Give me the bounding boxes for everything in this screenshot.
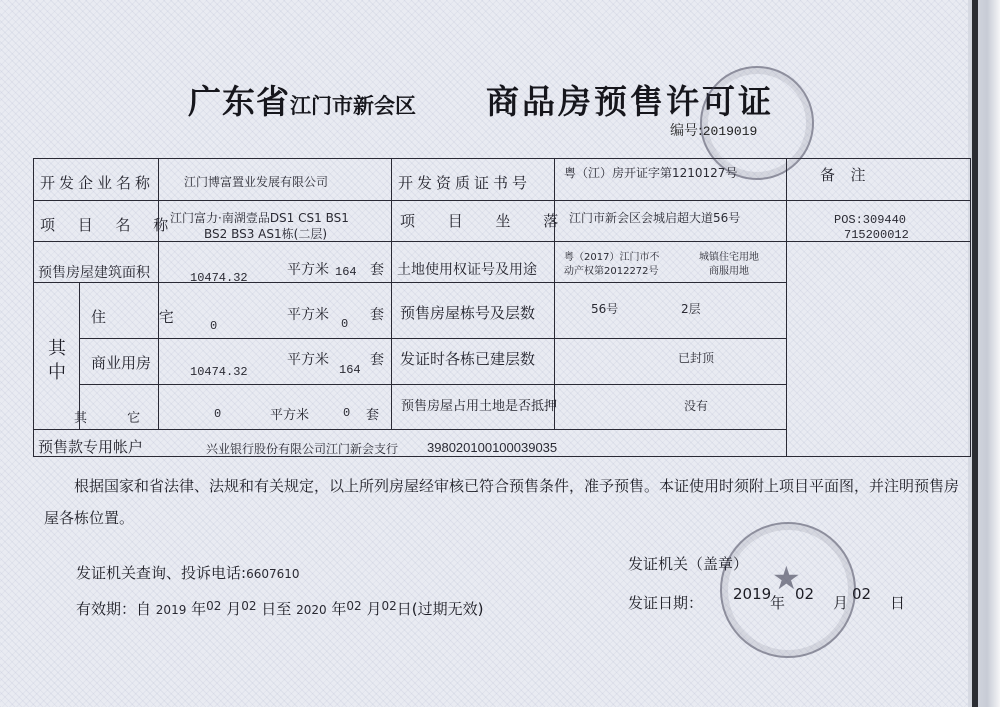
residential-unit: 平方米 xyxy=(287,307,329,323)
location-value: 江门市新会区会城启超大道56号 xyxy=(569,211,741,225)
commercial-area: 10474.32 xyxy=(190,365,248,379)
mortgage-label: 预售房屋占用土地是否抵押 xyxy=(401,399,558,414)
issue-month-char: 月 xyxy=(833,594,849,612)
other-unit: 平方米 xyxy=(270,408,310,423)
serial-label: 编号: xyxy=(670,123,703,139)
other-label: 其 它 xyxy=(74,411,159,426)
issue-month: 02 xyxy=(795,585,815,603)
valid-label: 有效期：自 xyxy=(76,600,152,618)
phone-value: 6607610 xyxy=(246,567,300,581)
issue-date-label: 发证日期： xyxy=(628,594,704,612)
valid-period xyxy=(76,598,484,619)
title-city-district: 江门市新会区 xyxy=(290,94,416,118)
land-cert-value-line1: 粤（2017）江门市不 xyxy=(564,252,660,263)
land-cert-value-line2: 动产权第2012272号 xyxy=(564,266,659,277)
expired-note: 日(过期无效) xyxy=(396,600,484,618)
issue-day: 02 xyxy=(852,585,872,603)
seal-star-icon: ★ xyxy=(772,559,801,597)
issue-day-char: 日 xyxy=(890,594,906,612)
serial-value: 2019019 xyxy=(702,124,758,139)
issue-date xyxy=(628,592,703,613)
developer-label: 开发企业名称 xyxy=(40,174,155,192)
valid-to-month: 02 xyxy=(346,599,362,613)
valid-to-year: 2020 xyxy=(296,603,327,617)
valid-from-month-char: 月 xyxy=(226,600,242,618)
valid-to-char: 日至 xyxy=(261,600,292,618)
other-sets: 0 xyxy=(343,406,351,420)
among-label: 其中 xyxy=(48,338,66,383)
project-name-label: 项 目 名 称 xyxy=(40,216,178,234)
building-floors-label: 预售房屋栋号及层数 xyxy=(400,304,536,322)
qualification-label: 开发资质证书号 xyxy=(398,174,532,192)
title-province: 广东省 xyxy=(188,82,290,121)
valid-from-day: 02 xyxy=(241,599,257,613)
account-label: 预售款专用帐户 xyxy=(38,438,144,456)
area-label: 预售房屋建筑面积 xyxy=(38,265,150,281)
account-bank: 兴业银行股份有限公司江门新会支行 xyxy=(206,442,399,456)
mortgage-value: 没有 xyxy=(684,399,709,413)
land-use-line2: 商服用地 xyxy=(709,266,749,277)
built-floors-label: 发证时各栋已建层数 xyxy=(400,350,536,368)
serial-number xyxy=(670,120,757,140)
commercial-unit: 平方米 xyxy=(287,352,329,368)
area-sets: 164 xyxy=(335,265,357,279)
residential-area: 0 xyxy=(210,319,218,333)
developer-value: 江门博富置业发展有限公司 xyxy=(184,175,329,189)
valid-from-year: 2019 xyxy=(155,603,187,617)
document-title xyxy=(188,76,774,123)
account-number: 398020100100039035 xyxy=(427,440,558,455)
area-set-unit: 套 xyxy=(370,262,384,278)
remarks-label: 备 注 xyxy=(820,166,868,184)
other-area: 0 xyxy=(214,407,222,421)
complaint-phone xyxy=(76,562,300,583)
residential-set-unit: 套 xyxy=(370,307,384,323)
other-set-unit: 套 xyxy=(366,408,380,423)
land-use-line1: 城镇住宅用地 xyxy=(699,252,759,263)
remarks-value-line1: POS:309440 xyxy=(834,213,907,227)
authority-label: 发证机关（盖章） xyxy=(628,555,749,573)
floors-value: 2层 xyxy=(681,302,701,316)
area-value: 10474.32 xyxy=(190,271,248,285)
phone-label: 发证机关查询、投诉电话: xyxy=(76,564,247,582)
location-label: 项 目 坐 落 xyxy=(400,212,573,230)
valid-to-month-char: 月 xyxy=(366,600,382,618)
valid-to-day: 02 xyxy=(381,599,397,613)
issue-year-char: 年 xyxy=(770,594,786,612)
valid-from-year-char: 年 xyxy=(191,600,207,618)
valid-from-month: 02 xyxy=(206,599,222,613)
title-main: 商品房预售许可证 xyxy=(486,82,774,121)
qualification-value: 粤（江）房开证字第1210127号 xyxy=(564,166,738,180)
issue-year: 2019 xyxy=(733,585,772,603)
land-cert-label: 土地使用权证号及用途 xyxy=(397,262,537,278)
residential-sets: 0 xyxy=(341,317,349,331)
commercial-set-unit: 套 xyxy=(370,352,384,368)
residential-label: 住 宅 xyxy=(91,308,198,326)
scan-edge-band xyxy=(972,0,978,707)
permit-table xyxy=(33,158,971,457)
project-name-line2: BS2 BS3 AS1栋(二层) xyxy=(204,227,328,241)
approval-text xyxy=(44,470,964,534)
valid-to-year-char: 年 xyxy=(331,600,347,618)
building-number: 56号 xyxy=(591,302,619,316)
commercial-label: 商业用房 xyxy=(91,354,152,372)
approval-text-content: 根据国家和省法律、法规和有关规定，以上所列房屋经审核已符合预售条件，准予预售。本证使用时须附上项目平面图，并注明预售房屋各栋位置。 xyxy=(44,477,960,527)
area-unit: 平方米 xyxy=(287,262,329,278)
built-floors-value: 已封顶 xyxy=(678,351,715,365)
commercial-sets: 164 xyxy=(339,363,361,377)
project-name-line1: 江门富力·南湖壹品DS1 CS1 BS1 xyxy=(170,211,349,225)
remarks-value-line2: 715200012 xyxy=(844,228,909,242)
